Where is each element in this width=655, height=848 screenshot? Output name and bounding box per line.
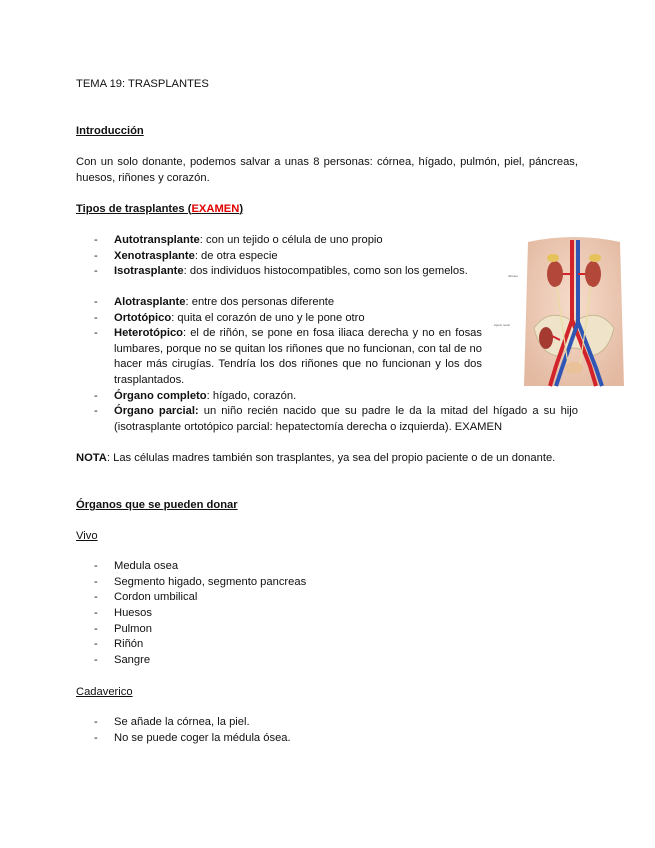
- list-bullet: -: [94, 732, 98, 744]
- kidney-transplant-illustration: [520, 236, 628, 388]
- list-item: Sangre: [114, 654, 151, 666]
- list-item: Cordon umbilical: [114, 591, 198, 603]
- list-item: [114, 233, 482, 249]
- list-item: [114, 295, 482, 311]
- item-term: Xenotrasplante: [114, 250, 195, 262]
- item-text: : de otra especie: [194, 250, 278, 262]
- item-term: Ortotópico: [114, 312, 172, 324]
- list-item: Se añade la córnea, la piel.: [114, 716, 250, 728]
- list-item: No se puede coger la médula ósea.: [114, 732, 291, 744]
- list-bullet: -: [94, 638, 98, 650]
- list-bullet: -: [94, 312, 98, 324]
- list-bullet: -: [94, 250, 98, 262]
- page-title: TEMA 19: TRASPLANTES: [76, 78, 209, 90]
- list-item: Huesos: [114, 607, 152, 619]
- item-text: : dos individuos histocompatibles, como son los gemelos.: [183, 265, 468, 277]
- item-term: Autotransplante: [114, 234, 200, 246]
- types-heading-prefix: Tipos de trasplantes (: [76, 203, 192, 215]
- list-bullet: -: [94, 327, 98, 339]
- note-text: : Las células madres también son trasplantes, ya sea del propio paciente o de un donante.: [106, 452, 556, 464]
- item-term: Órgano completo: [114, 390, 207, 402]
- item-text: : el de riñón, se pone en fosa iliaca derecha y no en fosas lumbares, porque no se quitan los riñones que no funcionan, con tal de no hacer más cirugías. Tendría los dos riñones que no funcionan y los dos trasplantados.: [114, 327, 482, 386]
- types-heading-suffix: ): [239, 203, 244, 215]
- cadaver-heading: Cadaverico: [76, 686, 133, 698]
- note-label: NOTA: [76, 452, 107, 464]
- list-item: Segmento higado, segmento pancreas: [114, 576, 307, 588]
- list-bullet: -: [94, 234, 98, 246]
- organs-heading: Órganos que se pueden donar: [76, 499, 238, 511]
- list-bullet: -: [94, 654, 98, 666]
- item-term: Alotrasplante: [114, 296, 186, 308]
- list-item: [114, 389, 482, 405]
- item-text: un niño recién nacido que su padre le da la mitad del hígado a su hijo (isotrasplante ortotópico parcial: hepatectomía derecha o izquierda). EXAMEN: [114, 405, 578, 433]
- list-bullet: -: [94, 296, 98, 308]
- list-bullet: -: [94, 716, 98, 728]
- item-term: Heterotópico: [114, 327, 183, 339]
- intro-paragraph: Con un solo donante, podemos salvar a unas 8 personas: córnea, hígado, pulmón, piel, páncreas, huesos, riñones y corazón.: [76, 156, 578, 184]
- list-bullet: -: [94, 591, 98, 603]
- list-item: Riñón: [114, 638, 144, 650]
- item-text: : con un tejido o célula de uno propio: [199, 234, 383, 246]
- figure-label-kidneys: riñones: [508, 274, 518, 278]
- kidney-anatomy-image: [520, 236, 628, 388]
- list-item: Pulmon: [114, 623, 152, 635]
- figure-label-graft: injerto renal: [494, 323, 510, 327]
- item-text: : hígado, corazón.: [206, 390, 297, 402]
- list-item: [114, 264, 482, 280]
- live-heading: Vivo: [76, 530, 98, 542]
- note-paragraph: [76, 451, 578, 467]
- list-bullet: -: [94, 560, 98, 572]
- item-term: Isotrasplante: [114, 265, 184, 277]
- exam-highlight: EXAMEN: [191, 203, 240, 215]
- item-text: : entre dos personas diferente: [185, 296, 335, 308]
- list-item: [114, 404, 578, 435]
- list-bullet: -: [94, 607, 98, 619]
- list-bullet: -: [94, 390, 98, 402]
- types-heading: [76, 202, 243, 216]
- item-term: Órgano parcial:: [114, 405, 199, 417]
- intro-heading: Introducción: [76, 125, 144, 137]
- list-bullet: -: [94, 576, 98, 588]
- item-text: : quita el corazón de uno y le pone otro: [171, 312, 365, 324]
- list-item: Medula osea: [114, 560, 179, 572]
- list-item: [114, 249, 482, 265]
- list-bullet: -: [94, 265, 98, 277]
- list-bullet: -: [94, 405, 98, 417]
- list-bullet: -: [94, 623, 98, 635]
- list-item: [114, 311, 482, 327]
- list-item: [114, 326, 482, 388]
